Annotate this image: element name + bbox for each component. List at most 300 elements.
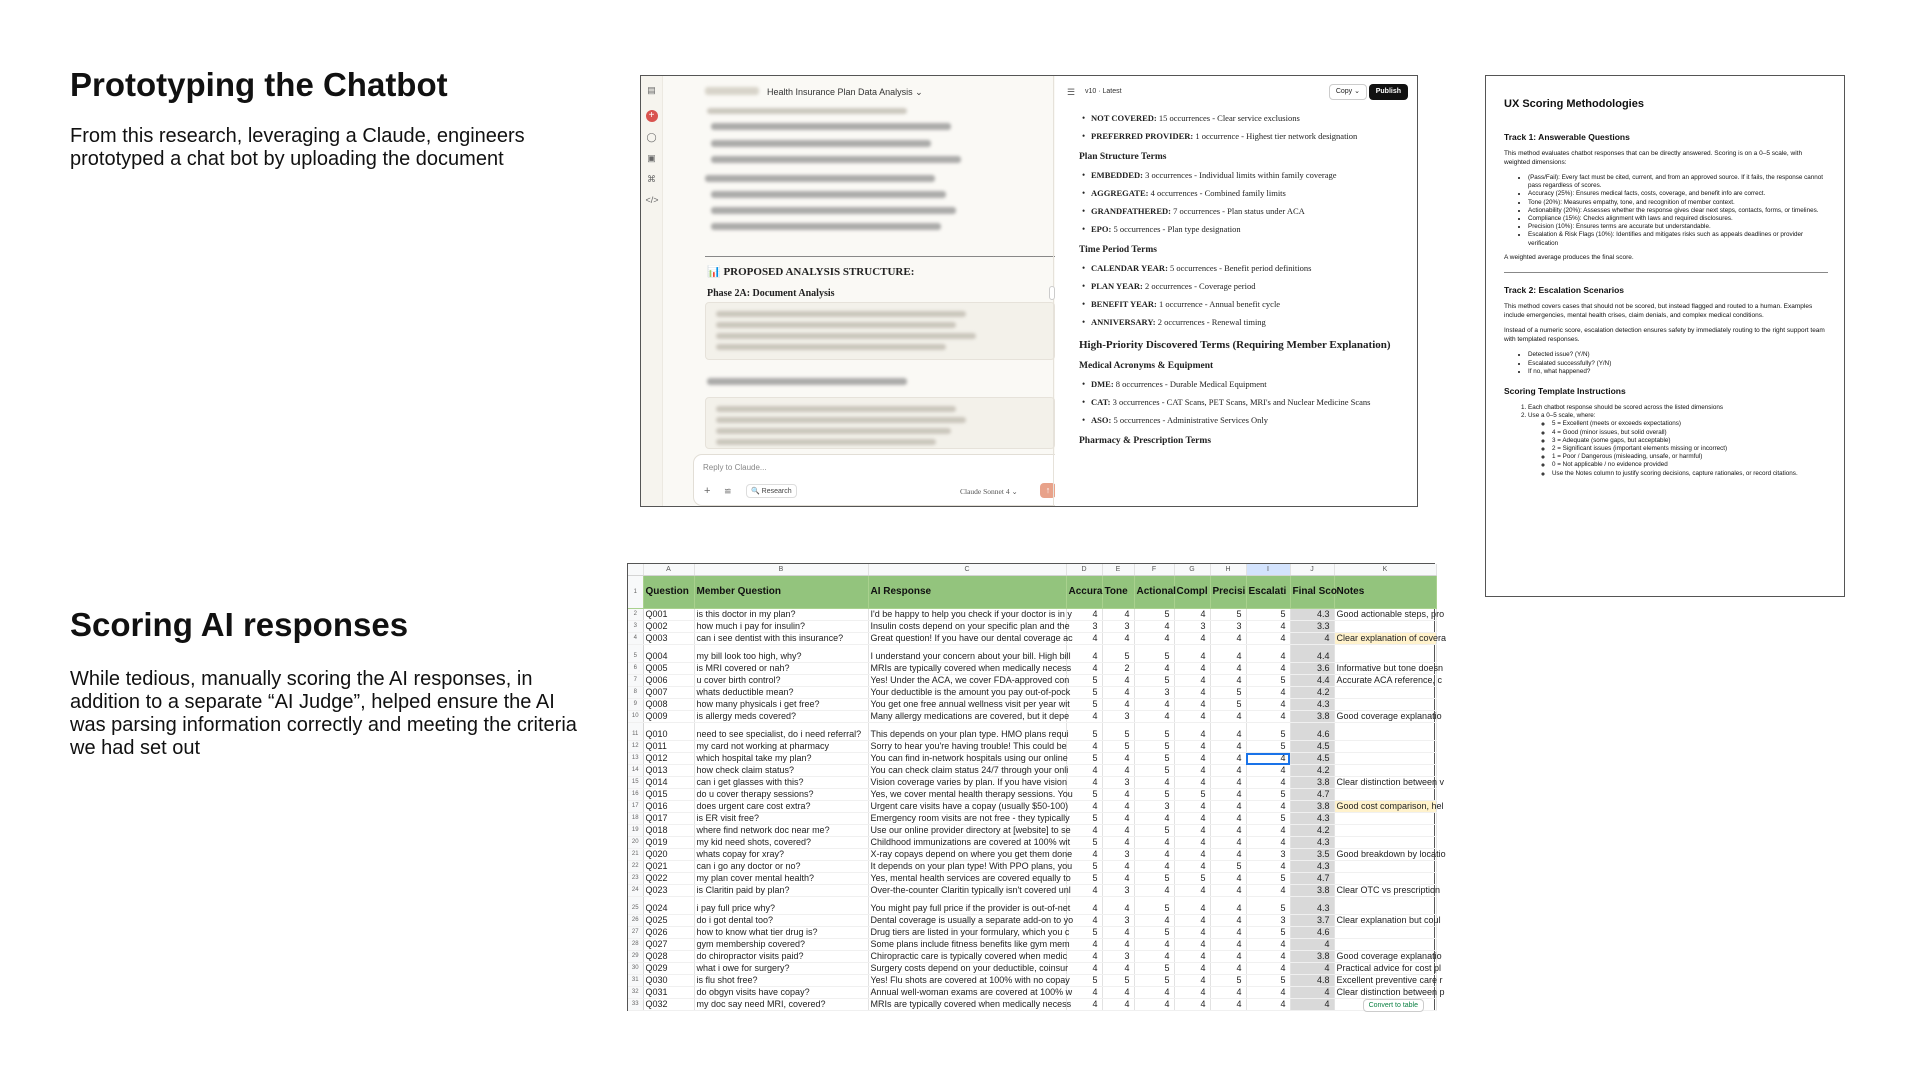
question-id-cell[interactable]: Q025 <box>643 915 694 927</box>
column-header[interactable] <box>628 564 643 576</box>
score-cell[interactable]: 4 <box>1210 765 1246 777</box>
question-id-cell[interactable]: Q027 <box>643 939 694 951</box>
score-cell[interactable]: 4 <box>1134 849 1174 861</box>
ai-response-cell[interactable]: Drug tiers are listed in your formulary, which you c <box>868 927 1066 939</box>
score-cell[interactable]: 4 <box>1066 741 1102 753</box>
score-cell[interactable]: 4 <box>1102 963 1134 975</box>
row-number[interactable]: 22 <box>628 861 643 873</box>
header-cell[interactable]: Escalati <box>1246 576 1290 609</box>
research-button[interactable]: 🔍 Research <box>746 484 797 498</box>
score-cell[interactable]: 4 <box>1246 837 1290 849</box>
notes-cell[interactable] <box>1334 699 1436 711</box>
notes-cell[interactable] <box>1334 765 1436 777</box>
column-header[interactable]: C <box>868 564 1066 576</box>
notes-cell[interactable] <box>1334 741 1436 753</box>
score-cell[interactable]: 4 <box>1134 915 1174 927</box>
score-cell[interactable]: 4 <box>1174 999 1210 1011</box>
question-id-cell[interactable]: Q013 <box>643 765 694 777</box>
score-cell[interactable]: 5 <box>1134 897 1174 915</box>
score-cell[interactable]: 5 <box>1102 645 1134 663</box>
row-number[interactable]: 25 <box>628 897 643 915</box>
ai-response-cell[interactable]: Yes, we cover mental health therapy sessions. You <box>868 789 1066 801</box>
score-cell[interactable]: 4 <box>1066 609 1102 621</box>
score-cell[interactable]: 4 <box>1066 849 1102 861</box>
score-cell[interactable]: 4 <box>1246 633 1290 645</box>
score-cell[interactable]: 5 <box>1066 813 1102 825</box>
final-score-cell[interactable]: 4 <box>1290 939 1334 951</box>
score-cell[interactable]: 4 <box>1246 999 1290 1011</box>
score-cell[interactable]: 3 <box>1102 885 1134 897</box>
score-cell[interactable]: 5 <box>1246 789 1290 801</box>
score-cell[interactable]: 4 <box>1246 699 1290 711</box>
score-cell[interactable]: 4 <box>1174 975 1210 987</box>
score-cell[interactable]: 4 <box>1246 825 1290 837</box>
question-id-cell[interactable]: Q009 <box>643 711 694 723</box>
score-cell[interactable]: 4 <box>1210 873 1246 885</box>
score-cell[interactable]: 4 <box>1246 621 1290 633</box>
score-cell[interactable]: 3 <box>1102 915 1134 927</box>
question-id-cell[interactable]: Q008 <box>643 699 694 711</box>
question-id-cell[interactable]: Q019 <box>643 837 694 849</box>
score-cell[interactable]: 4 <box>1134 663 1174 675</box>
question-id-cell[interactable]: Q011 <box>643 741 694 753</box>
score-cell[interactable]: 4 <box>1102 825 1134 837</box>
header-cell[interactable]: Precisi <box>1210 576 1246 609</box>
ai-response-cell[interactable]: I understand your concern about your bill. High bill <box>868 645 1066 663</box>
question-id-cell[interactable]: Q022 <box>643 873 694 885</box>
member-question-cell[interactable]: where find network doc near me? <box>694 825 868 837</box>
notes-cell[interactable]: Clear distinction between v <box>1334 777 1436 789</box>
header-cell[interactable]: Final Sco <box>1290 576 1334 609</box>
score-cell[interactable]: 4 <box>1210 927 1246 939</box>
row-number[interactable]: 4 <box>628 633 643 645</box>
question-id-cell[interactable]: Q012 <box>643 753 694 765</box>
score-cell[interactable]: 4 <box>1174 987 1210 999</box>
question-id-cell[interactable]: Q024 <box>643 897 694 915</box>
final-score-cell[interactable]: 4.4 <box>1290 675 1334 687</box>
header-cell[interactable]: AI Response <box>868 576 1066 609</box>
score-cell[interactable]: 4 <box>1246 951 1290 963</box>
score-cell[interactable]: 4 <box>1210 675 1246 687</box>
ai-response-cell[interactable]: Emergency room visits are not free - they typically <box>868 813 1066 825</box>
score-cell[interactable]: 4 <box>1246 687 1290 699</box>
member-question-cell[interactable]: do chiropractor visits paid? <box>694 951 868 963</box>
row-number[interactable]: 16 <box>628 789 643 801</box>
score-cell[interactable]: 3 <box>1246 915 1290 927</box>
score-cell[interactable]: 3 <box>1066 621 1102 633</box>
score-cell[interactable]: 3 <box>1134 687 1174 699</box>
score-cell[interactable]: 5 <box>1246 813 1290 825</box>
final-score-cell[interactable]: 3.7 <box>1290 915 1334 927</box>
copy-button[interactable]: Copy ⌄ <box>1329 84 1367 100</box>
score-cell[interactable]: 4 <box>1210 987 1246 999</box>
score-cell[interactable]: 3 <box>1102 849 1134 861</box>
member-question-cell[interactable]: i pay full price why? <box>694 897 868 915</box>
notes-cell[interactable] <box>1334 645 1436 663</box>
notes-cell[interactable] <box>1334 873 1436 885</box>
member-question-cell[interactable]: whats copay for xray? <box>694 849 868 861</box>
score-cell[interactable]: 4 <box>1066 663 1102 675</box>
score-cell[interactable]: 4 <box>1174 777 1210 789</box>
score-cell[interactable]: 4 <box>1134 633 1174 645</box>
ai-response-cell[interactable]: Use our online provider directory at [website] to se <box>868 825 1066 837</box>
score-cell[interactable]: 4 <box>1174 915 1210 927</box>
score-cell[interactable]: 5 <box>1134 873 1174 885</box>
score-cell[interactable]: 4 <box>1174 885 1210 897</box>
ai-response-cell[interactable]: Annual well-woman exams are covered at 100% w <box>868 987 1066 999</box>
score-cell[interactable]: 4 <box>1134 777 1174 789</box>
score-cell[interactable]: 4 <box>1246 801 1290 813</box>
final-score-cell[interactable]: 4.3 <box>1290 609 1334 621</box>
notes-cell[interactable] <box>1334 897 1436 915</box>
notes-cell[interactable]: Excellent preventive care r <box>1334 975 1436 987</box>
member-question-cell[interactable]: how much i pay for insulin? <box>694 621 868 633</box>
score-cell[interactable]: 4 <box>1066 765 1102 777</box>
final-score-cell[interactable]: 4 <box>1290 963 1334 975</box>
question-id-cell[interactable]: Q017 <box>643 813 694 825</box>
notes-cell[interactable]: Clear OTC vs prescription <box>1334 885 1436 897</box>
ai-response-cell[interactable]: MRIs are typically covered when medically necess <box>868 663 1066 675</box>
question-id-cell[interactable]: Q010 <box>643 723 694 741</box>
ai-response-cell[interactable]: I'd be happy to help you check if your doctor is in y <box>868 609 1066 621</box>
score-cell[interactable]: 5 <box>1102 723 1134 741</box>
score-cell[interactable]: 4 <box>1066 777 1102 789</box>
add-attachment-icon[interactable]: + <box>704 485 711 497</box>
ai-response-cell[interactable]: MRIs are typically covered when medically necess <box>868 999 1066 1011</box>
score-cell[interactable]: 4 <box>1210 999 1246 1011</box>
final-score-cell[interactable]: 3.6 <box>1290 663 1334 675</box>
new-chat-icon[interactable]: + <box>646 110 658 122</box>
final-score-cell[interactable]: 4 <box>1290 633 1334 645</box>
score-cell[interactable]: 4 <box>1102 897 1134 915</box>
member-question-cell[interactable]: whats deductible mean? <box>694 687 868 699</box>
publish-button[interactable]: Publish <box>1369 84 1408 100</box>
score-cell[interactable]: 5 <box>1246 723 1290 741</box>
notes-cell[interactable] <box>1334 789 1436 801</box>
ai-response-cell[interactable]: Many allergy medications are covered, but it depe <box>868 711 1066 723</box>
score-cell[interactable]: 4 <box>1174 837 1210 849</box>
notes-cell[interactable]: Good coverage explanatio <box>1334 951 1436 963</box>
score-cell[interactable]: 5 <box>1134 765 1174 777</box>
notes-cell[interactable] <box>1334 837 1436 849</box>
score-cell[interactable]: 5 <box>1210 861 1246 873</box>
score-cell[interactable]: 4 <box>1174 753 1210 765</box>
score-cell[interactable]: 5 <box>1174 873 1210 885</box>
score-cell[interactable]: 3 <box>1102 951 1134 963</box>
question-id-cell[interactable]: Q030 <box>643 975 694 987</box>
final-score-cell[interactable]: 4.5 <box>1290 753 1334 765</box>
score-cell[interactable]: 3 <box>1210 621 1246 633</box>
score-cell[interactable]: 4 <box>1066 897 1102 915</box>
score-cell[interactable]: 4 <box>1210 939 1246 951</box>
score-cell[interactable]: 4 <box>1102 609 1134 621</box>
question-id-cell[interactable]: Q031 <box>643 987 694 999</box>
final-score-cell[interactable]: 4 <box>1290 999 1334 1011</box>
row-number[interactable]: 1 <box>628 576 643 609</box>
score-cell[interactable]: 5 <box>1246 873 1290 885</box>
member-question-cell[interactable]: do i got dental too? <box>694 915 868 927</box>
question-id-cell[interactable]: Q004 <box>643 645 694 663</box>
question-id-cell[interactable]: Q016 <box>643 801 694 813</box>
header-cell[interactable]: Member Question <box>694 576 868 609</box>
score-cell[interactable]: 4 <box>1174 663 1210 675</box>
header-cell[interactable]: Tone <box>1102 576 1134 609</box>
score-cell[interactable]: 4 <box>1174 939 1210 951</box>
score-cell[interactable]: 4 <box>1210 741 1246 753</box>
score-cell[interactable]: 2 <box>1102 663 1134 675</box>
row-number[interactable]: 32 <box>628 987 643 999</box>
chat-history-icon[interactable]: ◯ <box>646 132 657 142</box>
ai-response-cell[interactable]: Your deductible is the amount you pay out-of-pock <box>868 687 1066 699</box>
score-cell[interactable]: 3 <box>1102 711 1134 723</box>
ai-response-cell[interactable]: Vision coverage varies by plan. If you have vision <box>868 777 1066 789</box>
score-cell[interactable]: 5 <box>1134 963 1174 975</box>
column-header[interactable]: H <box>1210 564 1246 576</box>
member-question-cell[interactable]: my doc say need MRI, covered? <box>694 999 868 1011</box>
score-cell[interactable]: 4 <box>1246 963 1290 975</box>
list-icon[interactable]: ☰ <box>1067 87 1076 97</box>
score-cell[interactable]: 4 <box>1246 885 1290 897</box>
notes-cell[interactable] <box>1334 861 1436 873</box>
notes-cell[interactable]: Clear explanation of covera <box>1334 633 1436 645</box>
score-cell[interactable]: 4 <box>1134 939 1174 951</box>
member-question-cell[interactable]: can i get glasses with this? <box>694 777 868 789</box>
score-cell[interactable]: 4 <box>1246 939 1290 951</box>
score-cell[interactable]: 5 <box>1066 723 1102 741</box>
score-cell[interactable]: 4 <box>1210 777 1246 789</box>
ai-response-cell[interactable]: You might pay full price if the provider is out-of-net <box>868 897 1066 915</box>
score-cell[interactable]: 5 <box>1102 975 1134 987</box>
ai-response-cell[interactable]: You can find in-network hospitals using our online <box>868 753 1066 765</box>
member-question-cell[interactable]: what i owe for surgery? <box>694 963 868 975</box>
score-cell[interactable]: 4 <box>1102 753 1134 765</box>
notes-cell[interactable] <box>1334 753 1436 765</box>
member-question-cell[interactable]: is allergy meds covered? <box>694 711 868 723</box>
final-score-cell[interactable]: 4.3 <box>1290 861 1334 873</box>
column-header[interactable]: K <box>1334 564 1436 576</box>
score-cell[interactable]: 4 <box>1102 873 1134 885</box>
final-score-cell[interactable]: 4.6 <box>1290 723 1334 741</box>
score-cell[interactable]: 4 <box>1134 621 1174 633</box>
score-cell[interactable]: 5 <box>1246 741 1290 753</box>
score-cell[interactable]: 5 <box>1066 975 1102 987</box>
score-cell[interactable]: 4 <box>1210 633 1246 645</box>
column-header[interactable]: I <box>1246 564 1290 576</box>
final-score-cell[interactable]: 3.8 <box>1290 801 1334 813</box>
score-cell[interactable]: 4 <box>1134 837 1174 849</box>
ai-response-cell[interactable]: Urgent care visits have a copay (usually $50-100) <box>868 801 1066 813</box>
score-cell[interactable]: 5 <box>1134 789 1174 801</box>
score-cell[interactable]: 4 <box>1066 963 1102 975</box>
artifacts-icon[interactable]: ⌘ <box>647 174 656 184</box>
score-cell[interactable]: 4 <box>1066 939 1102 951</box>
chat-title[interactable]: Health Insurance Plan Data Analysis ⌄ <box>767 87 923 97</box>
score-cell[interactable]: 4 <box>1210 825 1246 837</box>
ai-response-cell[interactable]: Insulin costs depend on your specific plan and the <box>868 621 1066 633</box>
ai-response-cell[interactable]: Chiropractic care is typically covered when medic <box>868 951 1066 963</box>
score-cell[interactable]: 5 <box>1134 975 1174 987</box>
score-cell[interactable]: 4 <box>1174 813 1210 825</box>
question-id-cell[interactable]: Q007 <box>643 687 694 699</box>
final-score-cell[interactable]: 4.3 <box>1290 813 1334 825</box>
final-score-cell[interactable]: 3.5 <box>1290 849 1334 861</box>
score-cell[interactable]: 4 <box>1210 963 1246 975</box>
score-cell[interactable]: 5 <box>1134 675 1174 687</box>
notes-cell[interactable] <box>1334 687 1436 699</box>
notes-cell[interactable]: Good actionable steps, pro <box>1334 609 1436 621</box>
score-cell[interactable]: 4 <box>1174 723 1210 741</box>
score-cell[interactable]: 4 <box>1102 813 1134 825</box>
score-cell[interactable]: 5 <box>1246 675 1290 687</box>
score-cell[interactable]: 4 <box>1174 687 1210 699</box>
row-number[interactable]: 8 <box>628 687 643 699</box>
member-question-cell[interactable]: my kid need shots, covered? <box>694 837 868 849</box>
convert-to-table-chip[interactable]: Convert to table <box>1363 999 1424 1012</box>
question-id-cell[interactable]: Q021 <box>643 861 694 873</box>
score-cell[interactable]: 4 <box>1210 753 1246 765</box>
header-cell[interactable]: Notes <box>1334 576 1436 609</box>
member-question-cell[interactable]: is MRI covered or nah? <box>694 663 868 675</box>
score-cell[interactable]: 4 <box>1210 849 1246 861</box>
member-question-cell[interactable]: does urgent care cost extra? <box>694 801 868 813</box>
score-cell[interactable]: 4 <box>1174 927 1210 939</box>
score-cell[interactable]: 4 <box>1246 765 1290 777</box>
score-cell[interactable]: 5 <box>1210 975 1246 987</box>
notes-cell[interactable]: Clear distinction between p <box>1334 987 1436 999</box>
score-cell[interactable]: 5 <box>1134 609 1174 621</box>
notes-cell[interactable] <box>1334 621 1436 633</box>
projects-icon[interactable]: ▣ <box>647 153 656 163</box>
ai-response-cell[interactable]: This depends on your plan type. HMO plans requi <box>868 723 1066 741</box>
member-question-cell[interactable]: my card not working at pharmacy <box>694 741 868 753</box>
score-cell[interactable]: 5 <box>1066 861 1102 873</box>
member-question-cell[interactable]: my bill look too high, why? <box>694 645 868 663</box>
question-id-cell[interactable]: Q002 <box>643 621 694 633</box>
member-question-cell[interactable]: my plan cover mental health? <box>694 873 868 885</box>
score-cell[interactable]: 5 <box>1246 897 1290 915</box>
row-number[interactable]: 31 <box>628 975 643 987</box>
column-header[interactable]: J <box>1290 564 1334 576</box>
final-score-cell[interactable]: 3.8 <box>1290 777 1334 789</box>
row-number[interactable]: 12 <box>628 741 643 753</box>
question-id-cell[interactable]: Q005 <box>643 663 694 675</box>
score-cell[interactable]: 4 <box>1134 951 1174 963</box>
ai-response-cell[interactable]: Yes! Flu shots are covered at 100% with no copay <box>868 975 1066 987</box>
ai-response-cell[interactable]: Sorry to hear you're having trouble! This could be <box>868 741 1066 753</box>
score-cell[interactable]: 4 <box>1174 765 1210 777</box>
score-cell[interactable]: 3 <box>1102 621 1134 633</box>
ai-response-cell[interactable]: X-ray copays depend on where you get them done <box>868 849 1066 861</box>
row-number[interactable]: 7 <box>628 675 643 687</box>
code-icon[interactable]: </> <box>645 195 659 205</box>
column-header[interactable]: D <box>1066 564 1102 576</box>
score-cell[interactable]: 4 <box>1174 645 1210 663</box>
column-header[interactable]: G <box>1174 564 1210 576</box>
notes-cell[interactable]: Clear explanation but coul <box>1334 915 1436 927</box>
question-id-cell[interactable]: Q026 <box>643 927 694 939</box>
ai-response-cell[interactable]: Dental coverage is usually a separate add-on to yo <box>868 915 1066 927</box>
member-question-cell[interactable]: which hospital take my plan? <box>694 753 868 765</box>
score-cell[interactable]: 4 <box>1134 861 1174 873</box>
score-cell[interactable]: 5 <box>1210 609 1246 621</box>
score-cell[interactable]: 5 <box>1066 789 1102 801</box>
row-number[interactable]: 6 <box>628 663 643 675</box>
score-cell[interactable]: 5 <box>1066 687 1102 699</box>
row-number[interactable]: 24 <box>628 885 643 897</box>
score-cell[interactable]: 4 <box>1066 987 1102 999</box>
ai-response-cell[interactable]: You get one free annual wellness visit per year wit <box>868 699 1066 711</box>
ai-response-cell[interactable]: You can check claim status 24/7 through your onli <box>868 765 1066 777</box>
notes-cell[interactable]: Good cost comparison, hel <box>1334 801 1436 813</box>
score-cell[interactable]: 4 <box>1102 789 1134 801</box>
ai-response-cell[interactable]: It depends on your plan type! With PPO plans, you <box>868 861 1066 873</box>
score-cell[interactable]: 4 <box>1102 837 1134 849</box>
member-question-cell[interactable]: can i go any doctor or no? <box>694 861 868 873</box>
row-number[interactable]: 23 <box>628 873 643 885</box>
reply-input[interactable] <box>693 454 1063 506</box>
score-cell[interactable]: 3 <box>1134 801 1174 813</box>
final-score-cell[interactable]: 3.8 <box>1290 885 1334 897</box>
send-button[interactable]: ↑ <box>1040 483 1056 498</box>
score-cell[interactable]: 4 <box>1066 645 1102 663</box>
score-cell[interactable]: 3 <box>1174 621 1210 633</box>
score-cell[interactable]: 4 <box>1102 687 1134 699</box>
score-cell[interactable]: 4 <box>1246 711 1290 723</box>
row-number[interactable]: 29 <box>628 951 643 963</box>
final-score-cell[interactable]: 4.8 <box>1290 975 1334 987</box>
ai-response-cell[interactable]: Some plans include fitness benefits like gym mem <box>868 939 1066 951</box>
question-id-cell[interactable]: Q015 <box>643 789 694 801</box>
member-question-cell[interactable]: how to know what tier drug is? <box>694 927 868 939</box>
score-cell[interactable]: 4 <box>1102 999 1134 1011</box>
ai-response-cell[interactable]: Childhood immunizations are covered at 100% wit <box>868 837 1066 849</box>
notes-cell[interactable]: Accurate ACA reference, c <box>1334 675 1436 687</box>
member-question-cell[interactable]: how check claim status? <box>694 765 868 777</box>
question-id-cell[interactable]: Q001 <box>643 609 694 621</box>
score-cell[interactable]: 4 <box>1102 939 1134 951</box>
row-number[interactable]: 14 <box>628 765 643 777</box>
score-cell[interactable]: 4 <box>1174 825 1210 837</box>
score-cell[interactable]: 4 <box>1102 699 1134 711</box>
question-id-cell[interactable]: Q023 <box>643 885 694 897</box>
row-number[interactable]: 28 <box>628 939 643 951</box>
score-cell[interactable]: 5 <box>1066 837 1102 849</box>
question-id-cell[interactable]: Q018 <box>643 825 694 837</box>
member-question-cell[interactable]: do obgyn visits have copay? <box>694 987 868 999</box>
member-question-cell[interactable]: do u cover therapy sessions? <box>694 789 868 801</box>
score-cell[interactable]: 5 <box>1066 699 1102 711</box>
final-score-cell[interactable]: 4.4 <box>1290 645 1334 663</box>
final-score-cell[interactable]: 4.2 <box>1290 765 1334 777</box>
score-cell[interactable]: 4 <box>1246 987 1290 999</box>
score-cell[interactable]: 4 <box>1210 897 1246 915</box>
ai-response-cell[interactable]: Yes, mental health services are covered equally to <box>868 873 1066 885</box>
score-cell[interactable]: 4 <box>1102 675 1134 687</box>
score-cell[interactable]: 4 <box>1134 699 1174 711</box>
row-number[interactable]: 10 <box>628 711 643 723</box>
final-score-cell[interactable]: 3.8 <box>1290 711 1334 723</box>
question-id-cell[interactable]: Q029 <box>643 963 694 975</box>
ai-response-cell[interactable]: Yes! Under the ACA, we cover FDA-approved con <box>868 675 1066 687</box>
sidebar-toggle-icon[interactable]: ▤ <box>647 85 656 95</box>
score-cell[interactable]: 4 <box>1066 825 1102 837</box>
score-cell[interactable]: 4 <box>1102 765 1134 777</box>
score-cell[interactable]: 4 <box>1174 633 1210 645</box>
final-score-cell[interactable]: 4.7 <box>1290 789 1334 801</box>
member-question-cell[interactable]: gym membership covered? <box>694 939 868 951</box>
column-header[interactable]: F <box>1134 564 1174 576</box>
score-cell[interactable]: 5 <box>1246 927 1290 939</box>
